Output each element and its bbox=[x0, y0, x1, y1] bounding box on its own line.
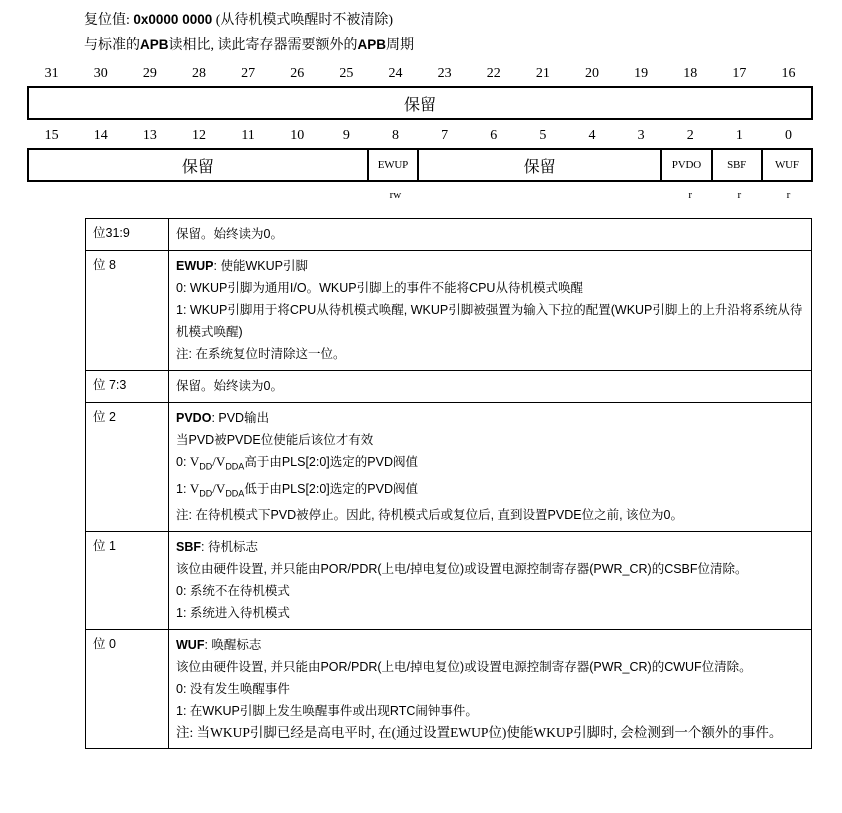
description-line bbox=[176, 558, 804, 580]
bit-number-18: 18 bbox=[683, 66, 698, 81]
bit-field-SBF bbox=[713, 150, 763, 180]
bit-number-0: 0 bbox=[784, 128, 792, 143]
value-prefix: 1: bbox=[176, 481, 190, 496]
field-summary: : 使能WKUP引脚 bbox=[213, 259, 308, 273]
description-line bbox=[176, 656, 804, 678]
bit-access-WUF: r bbox=[786, 189, 791, 201]
description-text: 1: WKUP引脚用于将CPU从待机模式唤醒, WKUP引脚被强置为输入下拉的配置(WKUP引脚上的上升沿将系统从待机模式唤醒) bbox=[176, 303, 803, 339]
field-name: SBF bbox=[176, 540, 201, 555]
description-line bbox=[176, 504, 804, 526]
description-text: 注: 当WKUP引脚已经是高电平时, 在(通过设置EWUP位)使能WKUP引脚时, 会检测到一个额外的事件。 bbox=[176, 725, 783, 741]
description-text: 1: 在WKUP引脚上发生唤醒事件或出现RTC闹钟事件。 bbox=[176, 704, 478, 719]
register-header bbox=[84, 8, 804, 58]
bit-number-22: 22 bbox=[486, 66, 501, 81]
description-text: 保留。始终读为0。 bbox=[176, 379, 283, 393]
field-name: WUF bbox=[176, 638, 205, 653]
bit-access-low bbox=[27, 185, 813, 205]
vdd-symbol: V bbox=[189, 480, 200, 496]
bit-numbers-high bbox=[27, 64, 813, 84]
bit-number-16: 16 bbox=[781, 66, 796, 81]
bit-number-14: 14 bbox=[93, 128, 108, 143]
bit-field-保留 bbox=[29, 88, 811, 118]
bit-access-EWUP: rw bbox=[389, 189, 402, 201]
bit-number-8: 8 bbox=[391, 128, 399, 143]
bit-field-WUF bbox=[763, 150, 811, 180]
description-line bbox=[176, 478, 804, 505]
table-row bbox=[86, 219, 812, 251]
bit-number-27: 27 bbox=[241, 66, 256, 81]
bit-fields-high bbox=[27, 86, 813, 120]
bit-number-3: 3 bbox=[637, 128, 645, 143]
description-line bbox=[176, 634, 804, 656]
bit-field-PVDO bbox=[662, 150, 712, 180]
vdda-subscript: DDA bbox=[225, 461, 245, 472]
reset-value-note: (从待机模式唤醒时不被清除) bbox=[215, 13, 394, 28]
bit-number-26: 26 bbox=[290, 66, 305, 81]
bit-description-cell bbox=[169, 630, 812, 749]
description-text: 注: 在待机模式下PVD被停止。因此, 待机模式后或复位后, 直到设置PVDE位之前, 该位为0。 bbox=[176, 508, 683, 523]
apb-note-mid: 读相比, 读此寄存器需要额外的 bbox=[168, 38, 358, 53]
field-summary: : 唤醒标志 bbox=[204, 638, 262, 653]
bit-access-PVDO: r bbox=[688, 189, 693, 201]
bit-number-24: 24 bbox=[388, 66, 403, 81]
slash: / bbox=[212, 480, 216, 496]
bit-number-30: 30 bbox=[93, 66, 108, 81]
bit-number-31: 31 bbox=[44, 66, 59, 81]
register-bitfield-low bbox=[27, 126, 813, 205]
bit-field-保留 bbox=[419, 150, 662, 180]
bit-number-5: 5 bbox=[539, 128, 547, 143]
bit-description-table bbox=[85, 218, 812, 749]
description-line bbox=[176, 602, 804, 624]
bit-access-保留 bbox=[420, 185, 666, 205]
bit-fields-low bbox=[27, 148, 813, 182]
bit-number-29: 29 bbox=[142, 66, 157, 81]
bit-number-12: 12 bbox=[191, 128, 206, 143]
bit-number-9: 9 bbox=[342, 128, 350, 143]
description-line bbox=[176, 343, 804, 365]
value-description: 高于由PLS[2:0]选定的PVD阀值 bbox=[244, 455, 418, 469]
description-line bbox=[176, 580, 804, 602]
vdd-symbol: V bbox=[189, 454, 200, 469]
bit-access-SBF: r bbox=[737, 189, 742, 201]
table-row bbox=[86, 371, 812, 403]
description-line bbox=[176, 255, 804, 277]
description-line bbox=[176, 277, 804, 299]
bit-range-cell: 位 7:3 bbox=[86, 371, 169, 403]
table-row bbox=[86, 251, 812, 371]
bit-number-15: 15 bbox=[44, 128, 59, 143]
apb-label-2: APB bbox=[357, 37, 387, 52]
field-summary: : 待机标志 bbox=[201, 540, 258, 555]
bit-number-19: 19 bbox=[634, 66, 649, 81]
apb-note-pre: 与标准的 bbox=[84, 38, 140, 53]
bit-range-cell: 位31:9 bbox=[86, 219, 169, 251]
reset-value-label: 复位值: bbox=[84, 13, 130, 28]
bit-number-21: 21 bbox=[535, 66, 550, 81]
apb-label-1: APB bbox=[140, 37, 169, 52]
bit-number-25: 25 bbox=[339, 66, 354, 81]
description-text: 0: WKUP引脚为通用I/O。WKUP引脚上的事件不能将CPU从待机模式唤醒 bbox=[176, 281, 583, 295]
description-line bbox=[176, 536, 804, 558]
description-line bbox=[176, 451, 804, 478]
bit-description-cell bbox=[169, 371, 812, 403]
bit-number-28: 28 bbox=[191, 66, 206, 81]
table-row bbox=[86, 403, 812, 532]
bit-number-2: 2 bbox=[686, 128, 694, 143]
bit-field-label: WUF bbox=[774, 159, 799, 171]
bit-field-保留 bbox=[29, 150, 369, 180]
bit-range-cell: 位 1 bbox=[86, 532, 169, 630]
bit-number-6: 6 bbox=[490, 128, 498, 143]
vdda-symbol: V bbox=[215, 480, 226, 496]
description-line bbox=[176, 429, 804, 451]
bit-number-11: 11 bbox=[241, 128, 255, 143]
value-description: 低于由PLS[2:0]选定的PVD阀值 bbox=[244, 481, 418, 496]
table-row bbox=[86, 630, 812, 749]
description-line bbox=[176, 700, 804, 722]
bit-field-label: SBF bbox=[727, 159, 747, 171]
reset-value-line bbox=[84, 8, 804, 33]
bit-range-cell: 位 0 bbox=[86, 630, 169, 749]
description-text: 该位由硬件设置, 并只能由POR/PDR(上电/掉电复位)或设置电源控制寄存器(PWR_CR)的CSBF位清除。 bbox=[176, 562, 748, 577]
description-line bbox=[176, 407, 804, 429]
field-name: PVDO bbox=[176, 411, 212, 425]
description-text: 该位由硬件设置, 并只能由POR/PDR(上电/掉电复位)或设置电源控制寄存器(PWR_CR)的CWUF位清除。 bbox=[176, 660, 752, 675]
description-text: 当PVD被PVDE位使能后该位才有效 bbox=[176, 433, 374, 447]
description-line bbox=[176, 375, 804, 397]
bit-number-13: 13 bbox=[142, 128, 157, 143]
vdda-symbol: V bbox=[215, 454, 226, 469]
bit-description-cell bbox=[169, 219, 812, 251]
apb-note-end: 周期 bbox=[386, 38, 415, 53]
bit-number-23: 23 bbox=[437, 66, 452, 81]
bit-number-4: 4 bbox=[588, 128, 596, 143]
description-text: 0: 系统不在待机模式 bbox=[176, 584, 290, 599]
bit-range-cell: 位 8 bbox=[86, 251, 169, 371]
apb-note-line bbox=[84, 33, 804, 58]
table-row bbox=[86, 532, 812, 630]
bit-numbers-low bbox=[27, 126, 813, 146]
slash: / bbox=[212, 454, 216, 469]
bit-field-label: 保留 bbox=[403, 96, 436, 114]
description-text: 1: 系统进入待机模式 bbox=[176, 606, 290, 621]
vdd-subscript: DD bbox=[199, 461, 213, 472]
description-line bbox=[176, 223, 804, 245]
value-prefix: 0: bbox=[176, 455, 190, 469]
bit-field-EWUP bbox=[369, 150, 419, 180]
bit-number-10: 10 bbox=[290, 128, 305, 143]
description-line bbox=[176, 722, 804, 743]
bit-number-7: 7 bbox=[441, 128, 449, 143]
bit-access-保留 bbox=[27, 185, 371, 205]
bit-range-cell: 位 2 bbox=[86, 403, 169, 532]
bit-number-17: 17 bbox=[732, 66, 747, 81]
reset-value: 0x0000 0000 bbox=[133, 12, 213, 27]
bit-description-body bbox=[86, 219, 812, 749]
description-text: 注: 在系统复位时清除这一位。 bbox=[176, 347, 346, 361]
vdda-subscript: DDA bbox=[225, 488, 245, 499]
field-name: EWUP bbox=[176, 259, 214, 273]
bit-field-label: 保留 bbox=[181, 158, 214, 176]
bit-description-cell bbox=[169, 532, 812, 630]
description-text: 保留。始终读为0。 bbox=[176, 227, 283, 241]
bit-description-cell bbox=[169, 251, 812, 371]
description-line bbox=[176, 299, 804, 343]
bit-number-1: 1 bbox=[735, 128, 743, 143]
bit-description-cell bbox=[169, 403, 812, 532]
bit-number-20: 20 bbox=[584, 66, 599, 81]
description-line bbox=[176, 678, 804, 700]
bit-field-label: 保留 bbox=[523, 158, 556, 176]
bit-field-label: PVDO bbox=[671, 159, 701, 171]
description-text: 0: 没有发生唤醒事件 bbox=[176, 682, 290, 697]
field-summary: : PVD输出 bbox=[211, 411, 270, 425]
bit-field-label: EWUP bbox=[377, 159, 409, 171]
vdd-subscript: DD bbox=[199, 488, 213, 499]
